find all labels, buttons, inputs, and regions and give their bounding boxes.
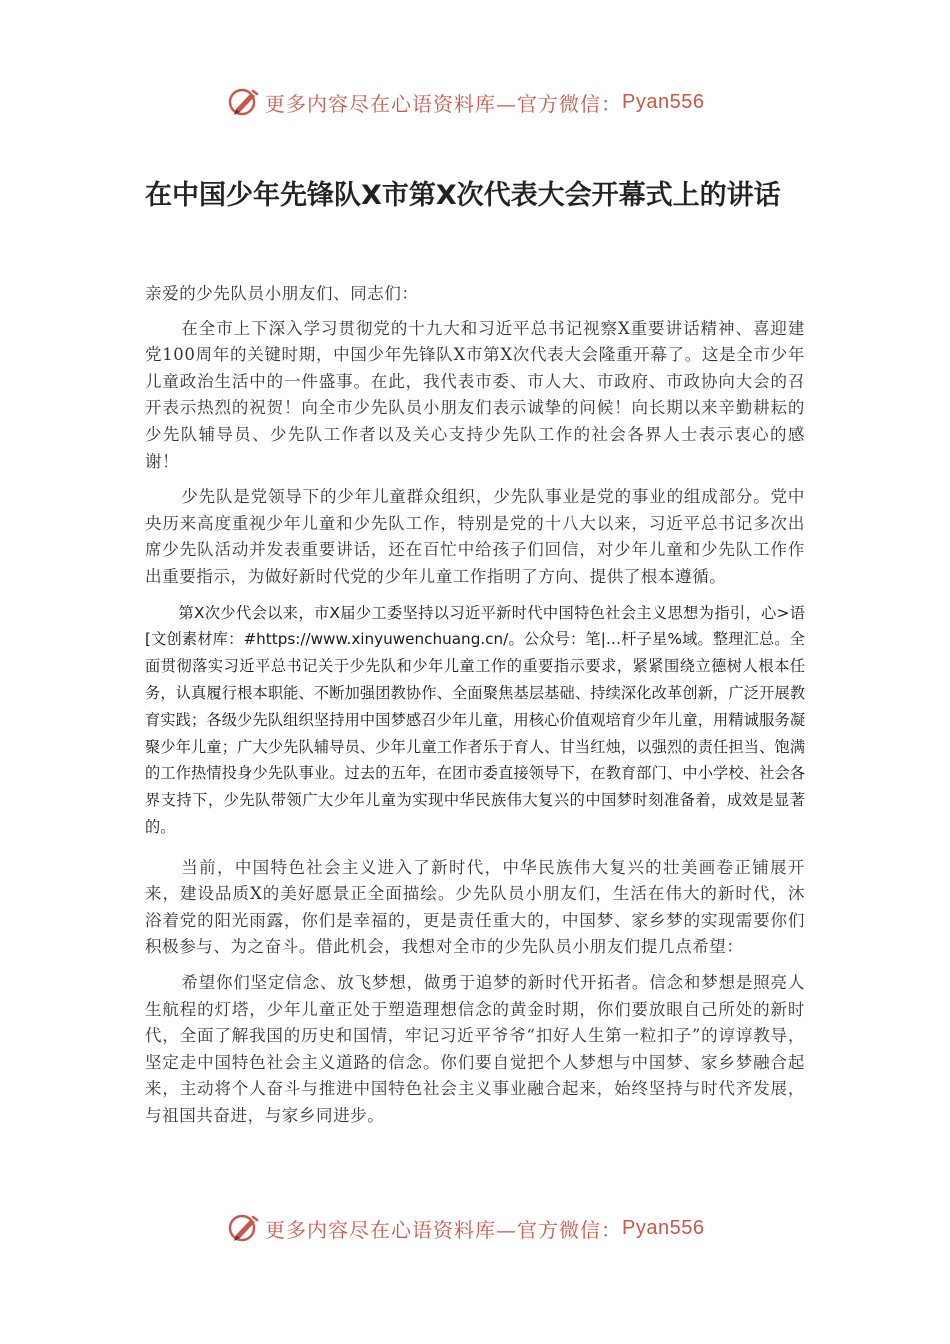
banner-wechat-id: Pyan556: [622, 90, 705, 113]
pen-logo-icon: [227, 1211, 261, 1245]
paragraph-3: 第X次少代会以来，市X届少工委坚持以习近平新时代中国特色社会主义思想为指引，心>语[文创素材库：#https://www.xinyuwenchuang.cn/。公众号：笔|…杆子星%域。整理汇总。全面贯彻落实习近平总书记关于少先队和少年儿童工作的重要指示要求，紧紧围绕立德树人根本任务，认真履行根本职能、不断加强团教协作、全面聚焦基层基础、持续深化改革创新，广泛开展教育实践；各级少先队组织坚持用中国梦感召少年儿童，用核心价值观培育少年儿童，用精诚服务凝聚少年儿童；广大少先队辅导员、少年儿童工作者乐于育人、甘当红烛，以强烈的责任担当、饱满的工作热情投身少先队事业。过去的五年，在团市委直接领导下，在教育部门、中小学校、社会各界支持下，少先队带领广大少年儿童为实现中华民族伟大复兴的中国梦时刻准备着，成效是显著的。: [145, 603, 805, 836]
banner-wechat-id: Pyan556: [622, 1216, 705, 1239]
paragraph-1: 在全市上下深入学习贯彻党的十九大和习近平总书记视察X重要讲话精神、喜迎建党100周年的关键时期，中国少年先锋队X市第X次代表大会隆重开幕了。这是全市少年儿童政治生活中的一件盛事。在此，我代表市委、市人大、市政府、市政协向大会的召开表示热烈的祝贺！向全市少先队员小朋友们表示诚挚的问候！向长期以来辛勤耕耘的少先队辅导员、少先队工作者以及关心支持少先队工作的社会各界人士表示衷心的感谢！: [145, 318, 805, 471]
paragraph-4: 当前，中国特色社会主义进入了新时代，中华民族伟大复兴的壮美画卷正铺展开来，建设品质X的美好愿景正全面描绘。少先队员小朋友们，生活在伟大的新时代，沐浴着党的阳光雨露，你们是幸福的，更是责任重大的，中国梦、家乡梦的实现需要你们积极参与、为之奋斗。借此机会，我想对全市的少先队员小朋友们提几点希望：: [145, 857, 805, 957]
pen-logo-icon: [227, 85, 261, 119]
banner-text: 更多内容尽在心语资料库—官方微信：: [265, 91, 622, 116]
paragraph-5: 希望你们坚定信念、放飞梦想，做勇于追梦的新时代开拓者。信念和梦想是照亮人生航程的灯塔，少年儿童正处于塑造理想信念的黄金时期，你们要放眼自己所处的新时代，全面了解我国的历史和国情，牢记习近平爷爷“扣好人生第一粒扣子”的谆谆教导，坚定走中国特色社会主义道路的信念。你们要自觉把个人梦想与中国梦、家乡梦融合起来，主动将个人奋斗与推进中国特色社会主义事业融合起来，始终坚持与时代齐发展，与祖国共奋进，与家乡同进步。: [145, 973, 805, 1126]
footer-banner: [227, 1208, 704, 1248]
salutation: 亲爱的少先队员小朋友们、同志们：: [145, 284, 419, 303]
paragraph-2: 少先队是党领导下的少年儿童群众组织，少先队事业是党的事业的组成部分。党中央历来高度重视少年儿童和少先队工作，特别是党的十八大以来，习近平总书记多次出席少先队活动并发表重要讲话，还在百忙中给孩子们回信，对少年儿童和少先队工作作出重要指示，为做好新时代党的少年儿童工作指明了方向、提供了根本遵循。: [145, 487, 805, 586]
banner-text: 更多内容尽在心语资料库—官方微信：: [265, 1217, 622, 1242]
document-body: [145, 281, 805, 1139]
header-banner: [227, 82, 704, 122]
document-title: 在中国少年先锋队X市第X次代表大会开幕式上的讲话: [145, 180, 781, 211]
